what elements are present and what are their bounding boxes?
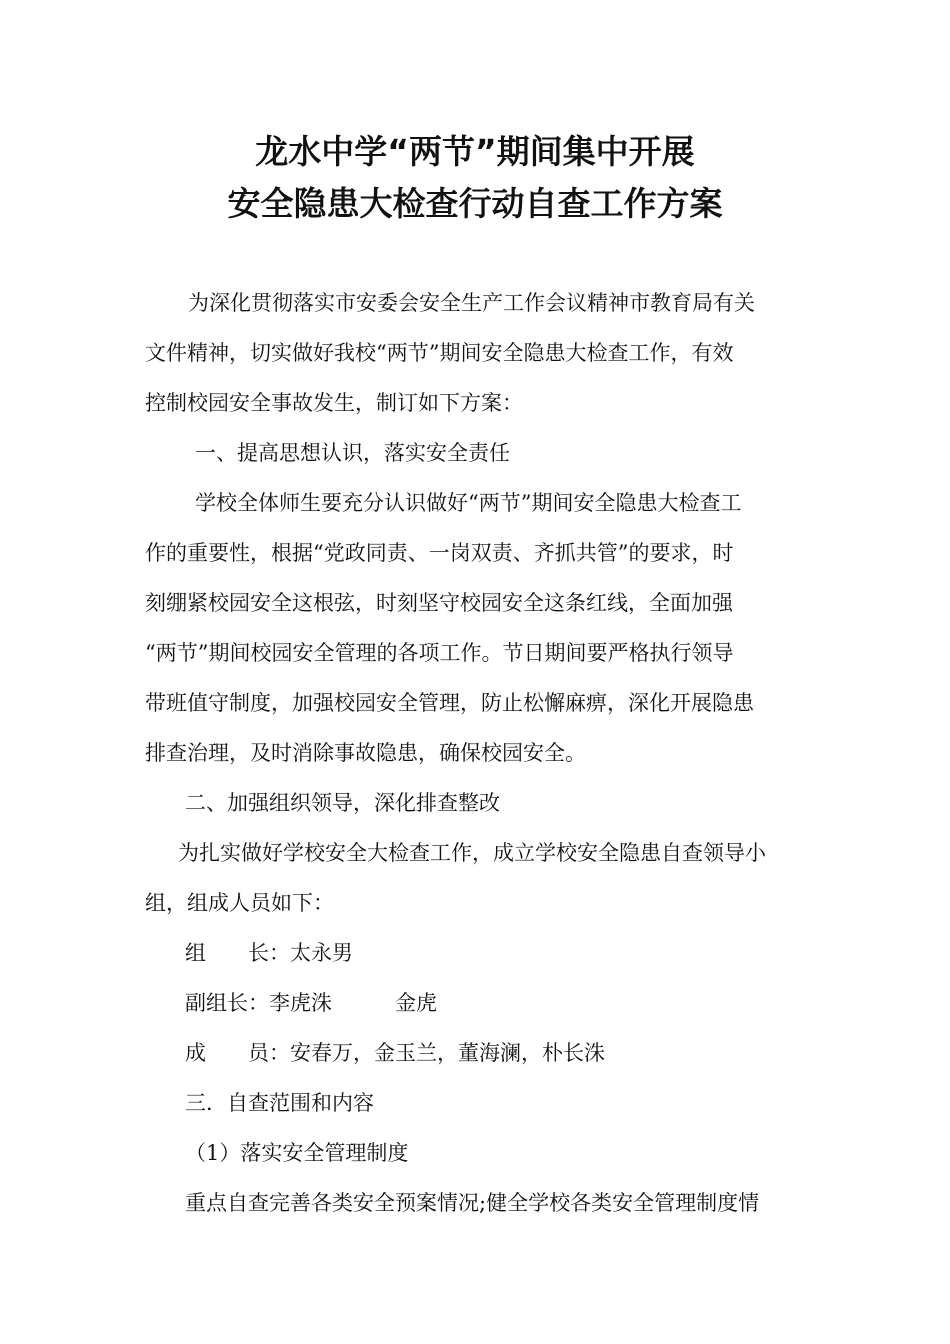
paragraph-line: 为扎实做好学校安全大检查工作，成立学校安全隐患自查领导小 (178, 841, 766, 865)
document-title-line-2: 安全隐患大检查行动自查工作方案 (227, 184, 723, 223)
member-line-members: 成 员：安春万，金玉兰，董海澜，朴长洙 (185, 1041, 605, 1065)
paragraph-line: 排查治理，及时消除事故隐患，确保校园安全。 (145, 741, 586, 765)
paragraph-line: 文件精神，切实做好我校“两节”期间安全隐患大检查工作，有效 (145, 341, 734, 365)
document-title-line-1: 龙水中学“两节”期间集中开展 (255, 132, 695, 171)
paragraph-line: 带班值守制度，加强校园安全管理，防止松懈麻痹，深化开展隐患 (145, 691, 754, 715)
paragraph-line: 学校全体师生要充分认识做好“两节”期间安全隐患大检查工 (195, 491, 742, 515)
paragraph-line: “两节”期间校园安全管理的各项工作。节日期间要严格执行领导 (145, 641, 734, 665)
paragraph-line: 重点自查完善各类安全预案情况;健全学校各类安全管理制度情 (185, 1191, 760, 1215)
subsection-heading: （1）落实安全管理制度 (185, 1141, 409, 1165)
paragraph-line: 作的重要性，根据“党政同责、一岗双责、齐抓共管”的要求，时 (145, 541, 734, 565)
paragraph-line: 控制校园安全事故发生，制订如下方案： (145, 391, 523, 415)
member-line-deputy: 副组长：李虎洙 金虎 (185, 991, 437, 1015)
paragraph-line: 组，组成人员如下： (145, 891, 334, 915)
section-heading: 三．自查范围和内容 (185, 1091, 374, 1115)
section-heading: 一、提高思想认识，落实安全责任 (195, 441, 510, 465)
paragraph-line: 为深化贯彻落实市安委会安全生产工作会议精神市教育局有关 (188, 291, 755, 315)
section-heading: 二、加强组织领导，深化排查整改 (185, 791, 500, 815)
member-line-leader: 组 长：太永男 (185, 941, 353, 965)
paragraph-line: 刻绷紧校园安全这根弦，时刻坚守校园安全这条红线，全面加强 (145, 591, 733, 615)
